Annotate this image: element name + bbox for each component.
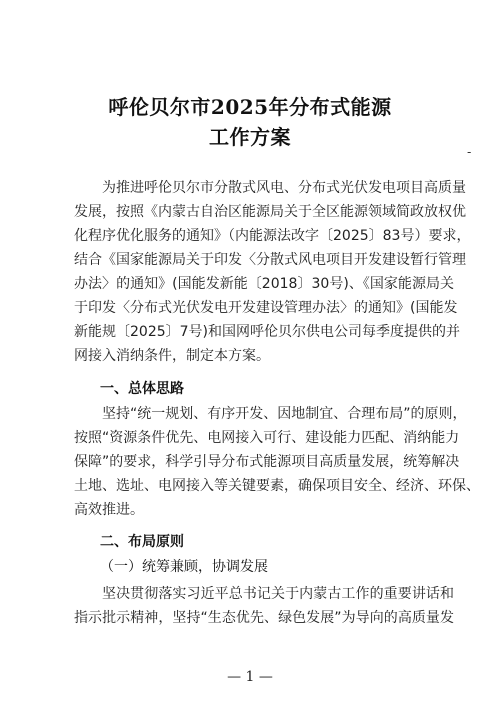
section-1-heading: 一、总体思路	[100, 381, 184, 397]
section-1-line: 保障”的要求，科学引导分布式能源项目高质量发展，统筹解决	[74, 454, 460, 470]
section-1-line: 高效推进。	[74, 502, 144, 518]
section-2-heading: 二、布局原则	[100, 534, 184, 550]
intro-line: 于印发〈分布式光伏发电开发建设管理办法〉的通知》(国能发	[74, 300, 458, 316]
section-2-line: 坚决贯彻落实习近平总书记关于内蒙古工作的重要讲话和	[102, 586, 454, 602]
section-2-subheading: （一）统筹兼顾，协调发展	[100, 559, 268, 575]
page-number: — 1 —	[227, 669, 273, 685]
section-1-line: 坚持“统一规划、有序开发、因地制宜、合理布局”的原则，	[102, 406, 467, 422]
section-1-line: 土地、选址、电网接入等关键要素，确保项目安全、经济、环保、	[74, 478, 480, 494]
margin-mark: -	[467, 145, 472, 159]
section-1-paragraph	[74, 402, 480, 522]
section-2-paragraph	[74, 582, 454, 630]
intro-line: 新能规〔2025〕7号)和国网呼伦贝尔供电公司每季度提供的并	[74, 324, 460, 340]
document-title-line-2: 工作方案	[209, 125, 291, 149]
intro-line: 办法〉的通知》(国能发新能〔2018〕30号)、《国家能源局关	[74, 276, 454, 292]
section-2-line: 指示批示精神，坚持“生态优先、绿色发展”为导向的高质量发	[74, 610, 454, 626]
intro-line: 网接入消纳条件，制定本方案。	[74, 348, 270, 364]
intro-paragraph	[74, 176, 471, 368]
intro-line: 为推进呼伦贝尔市分散式风电、分布式光伏发电项目高质量	[102, 180, 466, 196]
document-title-line-1: 呼伦贝尔市2025年分布式能源	[108, 95, 392, 119]
intro-line: 发展，按照《内蒙古自治区能源局关于全区能源领域简政放权优	[74, 204, 466, 220]
section-1-line: 按照“资源条件优先、电网接入可行、建设能力匹配、消纳能力	[74, 430, 460, 446]
intro-line: 化程序优化服务的通知》（内能源法改字〔2025〕83号）要求，	[74, 228, 471, 244]
intro-line: 结合《国家能源局关于印发〈分散式风电项目开发建设暂行管理	[74, 252, 466, 268]
